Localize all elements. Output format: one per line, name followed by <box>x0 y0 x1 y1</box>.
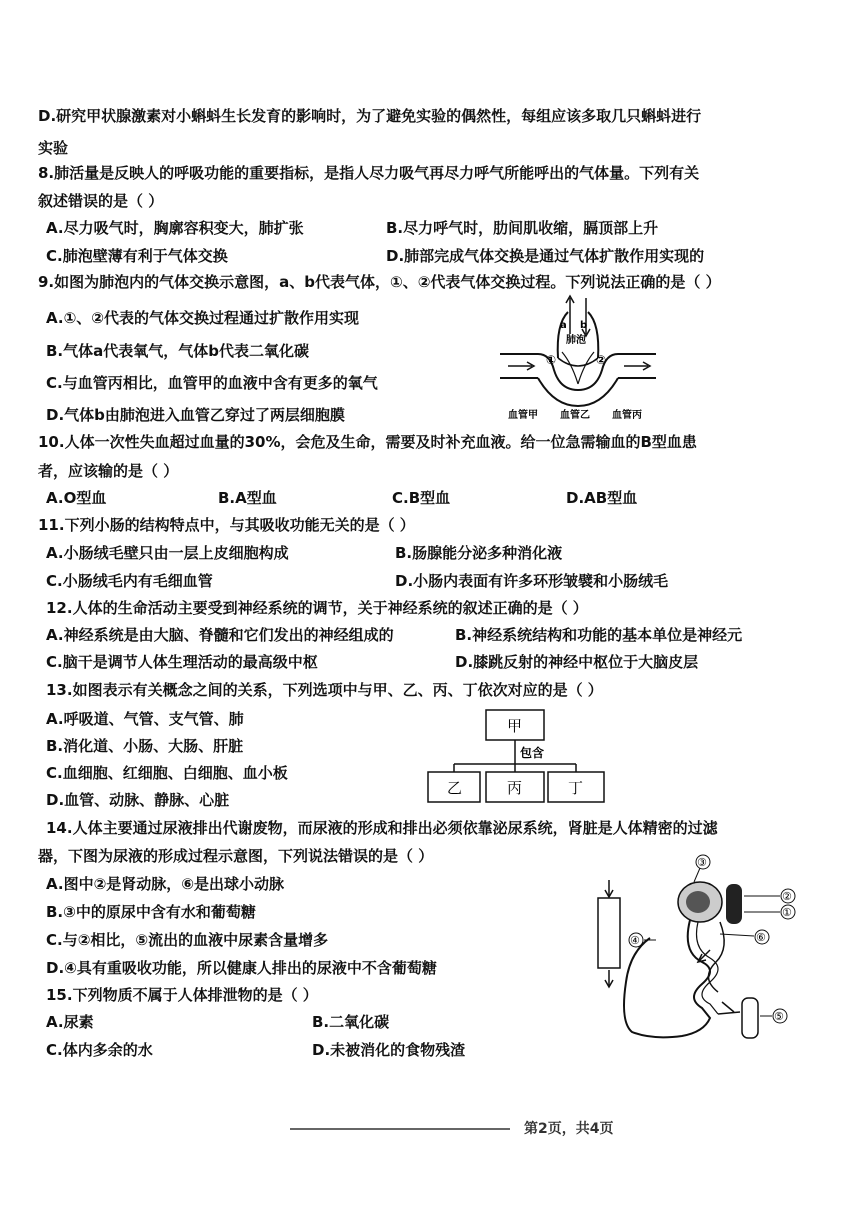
q14-option-d: D.④具有重吸收功能，所以健康人排出的尿液中不含葡萄糖 <box>46 959 437 977</box>
nephron-diagram <box>590 852 798 1044</box>
q11-option-a: A.小肠绒毛壁只由一层上皮细胞构成 <box>46 544 289 562</box>
alveolus-label: 肺泡 <box>566 335 586 346</box>
concept-ding: 丁 <box>568 779 584 797</box>
q8-option-d: D.肺部完成气体交换是通过气体扩散作用实现的 <box>386 247 705 265</box>
q14-stem-line2: 器，下图为尿液的形成过程示意图，下列说法错误的是（ ） <box>38 847 434 865</box>
q14-option-b: B.③中的原尿中含有水和葡萄糖 <box>46 903 256 921</box>
concept-yi: 乙 <box>447 779 463 797</box>
concept-hierarchy-diagram <box>424 706 614 810</box>
q15-option-d: D.未被消化的食物残渣 <box>312 1041 466 1059</box>
process-1-label: ① <box>546 353 557 367</box>
q9-option-a: A.①、②代表的气体交换过程通过扩散作用实现 <box>46 309 359 327</box>
q15-option-c: C.体内多余的水 <box>46 1041 153 1059</box>
q13-option-d: D.血管、动脉、静脉、心脏 <box>46 791 230 809</box>
q11-stem: 11.下列小肠的结构特点中，与其吸收功能无关的是（ ） <box>38 516 415 534</box>
q14-option-c: C.与②相比，⑤流出的血液中尿素含量增多 <box>46 931 329 949</box>
q13-stem: 13.如图表示有关概念之间的关系，下列选项中与甲、乙、丙、丁依次对应的是（ ） <box>46 681 603 699</box>
q10-stem-line1: 10.人体一次性失血超过血量的30%，会危及生命，需要及时补充血液。给一位急需输血的B型血患 <box>38 433 697 451</box>
page-number: 第2页，共4页 <box>524 1121 614 1137</box>
q10-option-a: A.O型血 <box>46 489 107 507</box>
q11-option-c: C.小肠绒毛内有毛细血管 <box>46 572 213 590</box>
vessel-bing-label: 血管丙 <box>612 410 642 421</box>
q10-option-d: D.AB型血 <box>566 489 638 507</box>
concept-bing: 丙 <box>507 779 523 797</box>
q10-option-c: C.B型血 <box>392 489 451 507</box>
gas-b-label: b <box>580 320 588 331</box>
page-footer <box>290 1118 613 1138</box>
q13-option-b: B.消化道、小肠、大肠、肝脏 <box>46 737 244 755</box>
vessel-jia-label: 血管甲 <box>508 410 538 421</box>
q9-option-c: C.与血管丙相比，血管甲的血液中含有更多的氧气 <box>46 374 378 392</box>
label-6: ⑥ <box>756 931 766 944</box>
q13-option-c: C.血细胞、红细胞、白细胞、血小板 <box>46 764 288 782</box>
q14-option-a: A.图中②是肾动脉，⑥是出球小动脉 <box>46 875 284 893</box>
vessel-yi-label: 血管乙 <box>560 410 590 421</box>
label-3: ③ <box>697 856 707 869</box>
q9-stem: 9.如图为肺泡内的气体交换示意图，a、b代表气体，①、②代表气体交换过程。下列说法正确的是（ ） <box>38 273 721 291</box>
q8-stem-line1: 8.肺活量是反映人的呼吸功能的重要指标，是指人尽力吸气再尽力呼气所能呼出的气体量。下列有关 <box>38 164 700 182</box>
q13-option-a: A.呼吸道、气管、支气管、肺 <box>46 710 244 728</box>
q8-option-b: B.尽力呼气时，肋间肌收缩，膈顶部上升 <box>386 219 659 237</box>
q12-option-c: C.脑干是调节人体生理活动的最高级中枢 <box>46 653 318 671</box>
q9-option-d: D.气体b由肺泡进入血管乙穿过了两层细胞膜 <box>46 406 345 424</box>
q7-option-d-line1: D.研究甲状腺激素对小蝌蚪生长发育的影响时，为了避免实验的偶然性，每组应该多取几只蝌蚪进行 <box>38 107 702 125</box>
q8-option-c: C.肺泡壁薄有利于气体交换 <box>46 247 228 265</box>
q12-stem: 12.人体的生命活动主要受到神经系统的调节，关于神经系统的叙述正确的是（ ） <box>46 599 588 617</box>
label-4: ④ <box>630 934 640 947</box>
label-2: ② <box>782 890 792 903</box>
q11-option-b: B.肠腺能分泌多种消化液 <box>395 544 563 562</box>
q12-option-a: A.神经系统是由大脑、脊髓和它们发出的神经组成的 <box>46 626 394 644</box>
q12-option-b: B.神经系统结构和功能的基本单位是神经元 <box>455 626 743 644</box>
q12-option-d: D.膝跳反射的神经中枢位于大脑皮层 <box>455 653 699 671</box>
concept-jia: 甲 <box>507 717 523 735</box>
label-1: ① <box>782 906 792 919</box>
q15-stem: 15.下列物质不属于人体排泄物的是（ ） <box>46 986 318 1004</box>
alveolus-gas-exchange-diagram <box>498 294 658 424</box>
gas-a-label: a <box>560 320 567 331</box>
q10-stem-line2: 者，应该输的是（ ） <box>38 462 179 480</box>
q15-option-a: A.尿素 <box>46 1013 94 1031</box>
relation-label: 包含 <box>520 746 545 760</box>
process-2-label: ② <box>596 353 607 367</box>
q8-option-a: A.尽力吸气时，胸廓容积变大，肺扩张 <box>46 219 304 237</box>
q15-option-b: B.二氧化碳 <box>312 1013 390 1031</box>
q11-option-d: D.小肠内表面有许多环形皱襞和小肠绒毛 <box>395 572 669 590</box>
q10-option-b: B.A型血 <box>218 489 277 507</box>
q8-stem-line2: 叙述错误的是（ ） <box>38 192 164 210</box>
label-5: ⑤ <box>774 1010 784 1023</box>
q14-stem-line1: 14.人体主要通过尿液排出代谢废物，而尿液的形成和排出必须依靠泌尿系统，肾脏是人体精密的过滤 <box>46 819 718 837</box>
q7-option-d-line2: 实验 <box>38 139 69 157</box>
q9-option-b: B.气体a代表氧气，气体b代表二氧化碳 <box>46 342 309 360</box>
